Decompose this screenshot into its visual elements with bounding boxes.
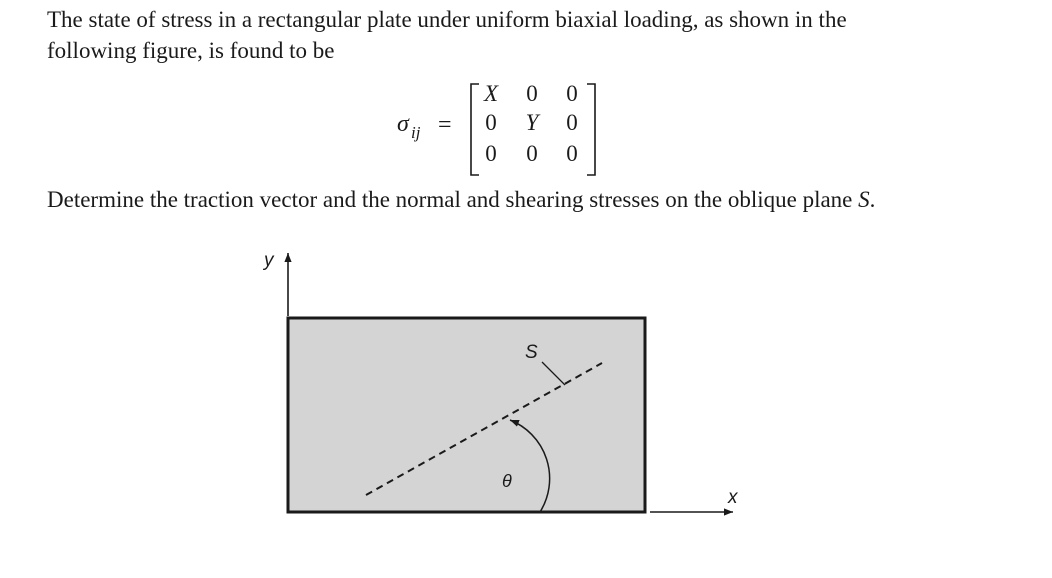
matrix-entry-r1c2: 0 bbox=[526, 81, 538, 106]
matrix-left-bracket bbox=[471, 84, 479, 175]
matrix-entry-r1c3: 0 bbox=[566, 81, 578, 106]
x-axis-label: x bbox=[728, 487, 738, 508]
plane-label: S bbox=[525, 342, 538, 363]
matrix-entry-r3c1: 0 bbox=[485, 141, 497, 166]
angle-label: θ bbox=[502, 471, 512, 491]
problem-intro bbox=[47, 4, 1037, 66]
matrix-entry-r2c1: 0 bbox=[485, 110, 497, 135]
question-plane-symbol: S bbox=[858, 187, 870, 212]
y-axis-label: y bbox=[264, 250, 274, 271]
problem-question bbox=[47, 184, 1047, 215]
question-period: . bbox=[869, 187, 876, 212]
question-text: Determine the traction vector and the normal and shearing stresses on the oblique plane bbox=[47, 187, 859, 212]
matrix-entry-r3c3: 0 bbox=[566, 141, 578, 166]
matrix-entry-r1c1: X bbox=[483, 81, 499, 106]
intro-line-2: following figure, is found to be bbox=[47, 38, 335, 63]
plate-figure bbox=[250, 240, 770, 540]
stress-tensor-equation bbox=[380, 74, 620, 178]
matrix-entry-r3c2: 0 bbox=[526, 141, 538, 166]
matrix-entry-r2c3: 0 bbox=[566, 110, 578, 135]
rectangular-plate bbox=[288, 318, 645, 512]
intro-line-1: The state of stress in a rectangular plate under uniform biaxial loading, as shown in the bbox=[47, 7, 847, 32]
matrix-entry-r2c2: Y bbox=[525, 110, 539, 135]
sigma-subscript: ij bbox=[411, 123, 421, 142]
matrix-right-bracket bbox=[587, 84, 595, 175]
equals-sign: = bbox=[438, 112, 452, 138]
sigma-symbol: σ bbox=[397, 111, 409, 137]
